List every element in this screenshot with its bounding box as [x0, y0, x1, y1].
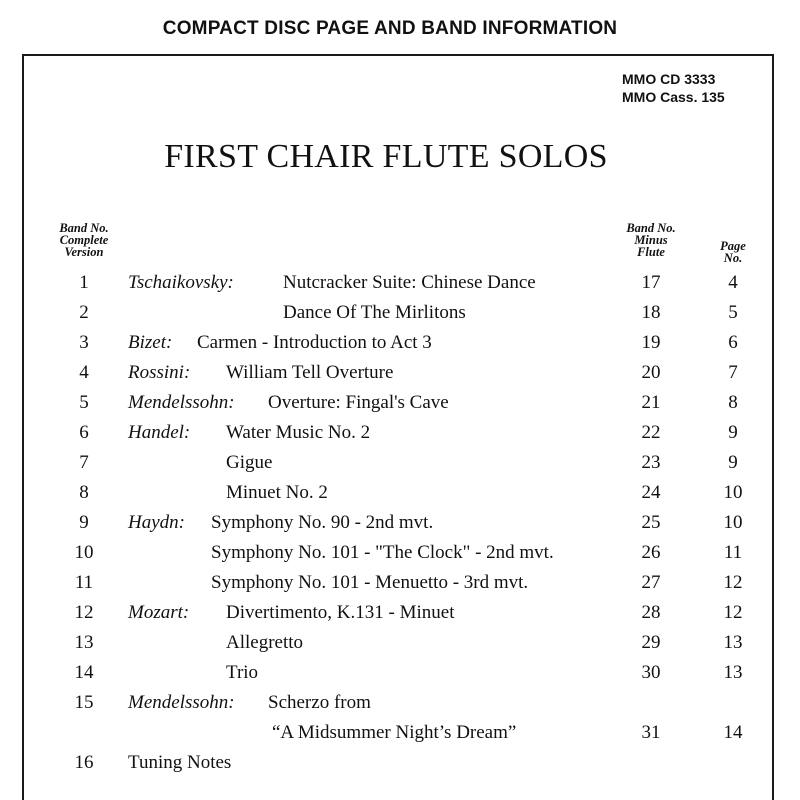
band-number: 8: [79, 482, 89, 503]
table-row: [0, 272, 800, 302]
table-row: [0, 512, 800, 542]
table-row: [0, 362, 800, 392]
band-number: 2: [79, 302, 89, 323]
band-number: 5: [79, 392, 89, 413]
table-row: [0, 722, 800, 752]
composer-name: Tschaikovsky:: [128, 272, 234, 293]
minus-band-number: 30: [641, 662, 661, 683]
table-row: [0, 602, 800, 632]
composer-name: Mendelssohn:: [128, 692, 235, 713]
band-number: 12: [74, 602, 94, 623]
piece-title: Trio: [226, 662, 259, 683]
column-header-line: Version: [64, 245, 104, 259]
minus-band-number: 19: [641, 332, 661, 353]
piece-title: Symphony No. 90 - 2nd mvt.: [211, 512, 434, 533]
piece-title: Symphony No. 101 - Menuetto - 3rd mvt.: [211, 572, 529, 593]
page-number: 10: [723, 512, 743, 533]
column-header-band-complete: [46, 222, 122, 258]
page-number: 9: [728, 422, 738, 443]
table-row: [0, 392, 800, 422]
minus-band-number: 25: [641, 512, 661, 533]
table-row: [0, 662, 800, 692]
page-number: 10: [723, 482, 743, 503]
minus-band-number: 27: [641, 572, 661, 593]
column-header-line: Band No.: [626, 221, 676, 235]
piece-title: William Tell Overture: [226, 362, 394, 383]
column-header-line: Flute: [637, 245, 665, 259]
band-number: 1: [79, 272, 89, 293]
minus-band-number: 23: [641, 452, 661, 473]
page-number: 7: [728, 362, 738, 383]
column-header-line: Band No.: [59, 221, 109, 235]
table-row: [0, 422, 800, 452]
page-number: 13: [723, 662, 743, 683]
table-row: [0, 692, 800, 722]
page-number: 12: [723, 572, 743, 593]
minus-band-number: 29: [641, 632, 661, 653]
table-row: [0, 482, 800, 512]
piece-title: Water Music No. 2: [226, 422, 371, 443]
page-heading: COMPACT DISC PAGE AND BAND INFORMATION: [162, 18, 618, 39]
page-number: 12: [723, 602, 743, 623]
composer-name: Handel:: [128, 422, 191, 443]
page-number: 14: [723, 722, 743, 743]
page-number: 6: [728, 332, 738, 353]
composer-name: Haydn:: [128, 512, 185, 533]
band-number: 7: [79, 452, 89, 473]
column-header-line: Page: [720, 239, 746, 253]
composer-name: Rossini:: [128, 362, 191, 383]
band-number: 10: [74, 542, 94, 563]
table-row: [0, 332, 800, 362]
piece-title: “A Midsummer Night’s Dream”: [272, 722, 517, 743]
piece-title: Carmen - Introduction to Act 3: [197, 332, 432, 353]
page-number: 9: [728, 452, 738, 473]
piece-title: Divertimento, K.131 - Minuet: [226, 602, 455, 623]
catalog-cd-number: MMO CD 3333: [622, 71, 716, 87]
composer-name: Bizet:: [128, 332, 173, 353]
minus-band-number: 20: [641, 362, 661, 383]
column-header-band-minus: [608, 222, 694, 258]
band-number: 16: [74, 752, 94, 773]
page-number: 5: [728, 302, 738, 323]
table-row: [0, 572, 800, 602]
catalog-numbers: [622, 70, 725, 106]
album-title: FIRST CHAIR FLUTE SOLOS: [164, 138, 608, 175]
piece-title: Scherzo from: [268, 692, 371, 713]
band-number: 15: [74, 692, 94, 713]
minus-band-number: 22: [641, 422, 661, 443]
page-number: 13: [723, 632, 743, 653]
column-header-line: Minus: [634, 233, 668, 247]
minus-band-number: 24: [641, 482, 661, 503]
band-number: 6: [79, 422, 89, 443]
piece-title: Tuning Notes: [128, 752, 232, 773]
band-number: 14: [74, 662, 94, 683]
minus-band-number: 18: [641, 302, 661, 323]
band-number: 4: [79, 362, 89, 383]
composer-name: Mendelssohn:: [128, 392, 235, 413]
piece-title: Dance Of The Mirlitons: [283, 302, 466, 323]
column-header-line: No.: [723, 251, 743, 265]
minus-band-number: 28: [641, 602, 661, 623]
table-row: [0, 632, 800, 662]
piece-title: Allegretto: [226, 632, 304, 653]
piece-title: Nutcracker Suite: Chinese Dance: [283, 272, 536, 293]
column-header-page: [704, 240, 762, 264]
band-number: 11: [74, 572, 94, 593]
band-number: 13: [74, 632, 94, 653]
minus-band-number: 17: [641, 272, 661, 293]
page-number: 8: [728, 392, 738, 413]
table-row: [0, 302, 800, 332]
catalog-cassette-number: MMO Cass. 135: [622, 89, 725, 105]
page-number: 11: [723, 542, 743, 563]
piece-title: Gigue: [226, 452, 273, 473]
column-header-line: Complete: [59, 233, 109, 247]
band-number: 3: [79, 332, 89, 353]
piece-title: Symphony No. 101 - "The Clock" - 2nd mvt.: [211, 542, 554, 563]
piece-title: Minuet No. 2: [226, 482, 328, 503]
minus-band-number: 21: [641, 392, 661, 413]
page-number: 4: [728, 272, 738, 293]
band-number: 9: [79, 512, 89, 533]
minus-band-number: 26: [641, 542, 661, 563]
piece-title: Overture: Fingal's Cave: [268, 392, 449, 413]
minus-band-number: 31: [641, 722, 661, 743]
table-row: [0, 452, 800, 482]
table-row: [0, 542, 800, 572]
composer-name: Mozart:: [128, 602, 190, 623]
table-row: [0, 752, 800, 782]
